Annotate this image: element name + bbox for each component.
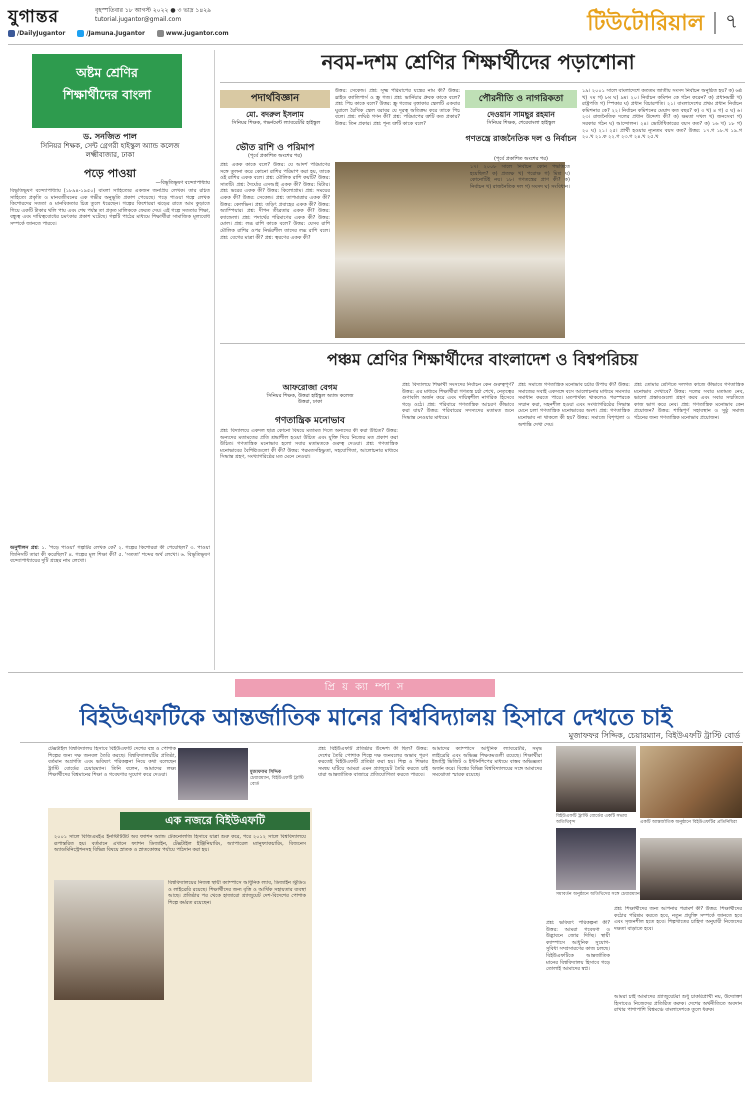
quiz-heading: অনুশীলন প্রশ্ন [10,545,38,551]
physics-tag [220,90,330,108]
facebook-link[interactable]: /DailyJugantor [8,30,65,37]
class5-author-place: উত্তরা, ঢাকা [297,399,323,405]
campus-building-photo [54,880,164,1000]
author-name: ড. সনজিত পাল [83,132,137,141]
email-link[interactable]: tutorial.jugantor@gmail.com [95,16,182,23]
physics-topic: ভৌত রাশি ও পরিমাপ [235,143,315,153]
facebook-icon [8,30,15,37]
twitter-link[interactable]: /Jamuna.Jugantor [77,30,145,37]
physics-body: প্রশ্ন: একক কাকে বলে? উত্তর: যে আদর্শ পরিমাণের সঙ্গে তুলনা করে কোনো রাশির পরিমাপ করা হয়, তাকে ওই রাশির একক বলে। প্রশ্ন: মৌলিক রাশি কয়টি? উত্তর: সাতটি। প্রশ্ন: দৈর্ঘ্যের এসআই একক কী? উত্তর: মিটার। প্রশ্ন: ভরের একক কী? উত্তর: কিলোগ্রাম। প্রশ্ন: সময়ের একক কী? উত্তর: সেকেন্ড। প্রশ্ন: তাপমাত্রার একক কী? উত্তর: কেলভিন। প্রশ্ন: তড়িৎ প্রবাহের একক কী? উত্তর: অ্যাম্পিয়ার। প্রশ্ন: দীপন তীব্রতার একক কী? উত্তর: ক্যান্ডেলা। প্রশ্ন: পদার্থের পরিমাণের একক কী? উত্তর: মোল। প্রশ্ন: লব্ধ রাশি কাকে বলে? উত্তর: যেসব রাশি মৌলিক রাশির ওপর নির্ভরশীল তাদের লব্ধ রাশি বলে। প্রশ্ন: বেগের মাত্রা কী? প্রশ্ন: ত্বরণের একক কী? [220,162,330,241]
caption-role: চেয়ারম্যান, বিইউএফটি ট্রাস্টি বোর্ড [250,776,304,787]
class5-topic: গণতান্ত্রিক মনোভাব [275,416,345,426]
header-rule [8,44,743,45]
section-divider [714,12,716,34]
event-caption-2: একটি আন্তর্জাতিক অনুষ্ঠানে বিইউএফটির প্রতিনিধিরা [640,820,737,825]
campus-intro: টেক্সটাইল বিশ্ববিদ্যালয় হিসাবে বিইউএফটি দেশের বস্ত্র ও পোশাক শিল্পের জন্য দক্ষ জনবল তৈরি করছে। বিশ্ববিদ্যালয়টির প্রতিষ্ঠা, বর্তমান অগ্রগতি এবং ভবিষ্যৎ পরিকল্পনা নিয়ে কথা বলেছেন ট্রাস্টি বোর্ডের চেয়ারম্যান। তিনি বলেন, আমাদের লক্ষ্য শিক্ষার্থীদের বিশ্বমানের শিক্ষা ও গবেষণার সুযোগ করে দেওয়া। [48,746,176,779]
caption-name: মুজাফফর সিদ্দিক [250,770,282,775]
class8-source-note: —বিভূতিভূষণ বন্দ্যোপাধ্যায় [155,180,210,186]
class8-title-box [32,54,182,128]
headline-rule [220,82,745,83]
quiz-body: ১. 'পড়ে পাওয়া' গল্পটির লেখক কে? ২. গল্পের কিশোররা কী পেয়েছিল? ৩. পাওয়া জিনিসটি তারা কী করেছিল? ৪. গল্পের মূল শিক্ষা কী? ৫. 'সততা' শব্দের অর্থ লেখো। ৬. বিভূতিভূষণ বন্দ্যোপাধ্যায়ের দুটি গ্রন্থের নাম লেখো। [10,545,210,565]
campus-banner: প্রি য় ক্যা ম্পা স [235,679,495,697]
event-photo-2 [640,746,742,818]
physics-author-role: সিনিয়র শিক্ষক, গভর্নমেন্ট ল্যাবরেটরি হাইস্কুল [231,120,321,126]
class8-lesson-title: পড়ে পাওয়া [84,167,136,180]
event-caption-1: বিইউএফটি ট্রাস্টি বোর্ডের একটি সভায় অতিথিবৃন্দ [556,814,627,825]
section-title: টিউটোরিয়াল [587,11,704,36]
civics-tag [465,90,577,108]
glance-body: ২০০১ সালে বিজিএমইএ ইনস্টিটিউট অব ফ্যাশন অ্যান্ড টেকনোলজি হিসাবে যাত্রা শুরু করে, পরে ২০১২ সালে বিশ্ববিদ্যালয়ে রূপান্তরিত হয়। বর্তমানে এখানে ফ্যাশন ডিজাইন, টেক্সটাইল ইঞ্জিনিয়ারিং, অ্যাপারেল ম্যানুফ্যাকচারিং, বিজনেস অ্যাডমিনিস্ট্রেশনসহ বিভিন্ন বিষয়ে স্নাতক ও স্নাতকোত্তর পর্যায়ে পাঠদান করা হয়। [54,834,306,854]
civics-tag-text: পৌরনীতি ও নাগরিকতা [478,94,564,104]
author-role: সিনিয়র শিক্ষক, সেন্ট গ্রেগরী হাইস্কুল অ্যান্ড কলেজ [40,142,180,150]
class5-body2: প্রশ্ন: বিদ্যালয়ে শিক্ষার্থী সংসদের নির্বাচন কেন গুরুত্বপূর্ণ? উত্তর: এর মাধ্যমে শিক্ষার্থীরা গণতন্ত্র চর্চা শেখে, নেতৃত্বের গুণাবলি অর্জন করে এবং দায়িত্বশীল নাগরিক হিসেবে গড়ে ওঠে। প্রশ্ন: পরিবারে গণতান্ত্রিক আচরণ কীভাবে করা যায়? উত্তর: পরিবারের সদস্যদের মতামত শুনে সিদ্ধান্ত নেওয়ার মাধ্যমে। [402,382,514,421]
civics-topic: গণতন্ত্রে রাজনৈতিক দল ও নির্বাচন [465,134,577,143]
glance-body2: বিশ্ববিদ্যালয়ের নিজস্ব স্থায়ী ক্যাম্পাসে আধুনিক ল্যাব, ডিজাইন স্টুডিও ও লাইব্রেরি রয়েছে। শিক্ষার্থীদের জন্য বৃত্তি ও আর্থিক সহায়তার ব্যবস্থা আছে। প্রতিষ্ঠার পর থেকে হাজারো গ্র্যাজুয়েট দেশ-বিদেশের পোশাক শিল্পে কর্মরত রয়েছেন। [168,880,306,906]
physics-note: (পূর্বে প্রকাশিত অংশের পর) [247,153,303,159]
chairman-caption [250,770,310,788]
class5-body3: প্রশ্ন: সমাজে গণতান্ত্রিক মনোভাব চর্চার উপায় কী? উত্তর: সমাজের সবাই একসঙ্গে বসে আলোচনার মাধ্যমে সমস্যার সমাধান করতে পারে। মতপার্থক্য থাকলেও পরস্পরকে সম্মান করা, সহনশীল হওয়া এবং সংখ্যাগরিষ্ঠের সিদ্ধান্ত মেনে চলা গণতান্ত্রিক মনোভাবের অংশ। প্রশ্ন: গণতান্ত্রিক মনোভাব না থাকলে কী হয়? উত্তর: সমাজে বিশৃঙ্খলা ও অশান্তি দেখা দেয়। [518,382,630,428]
section-header [490,4,748,34]
byline-rule [20,742,743,743]
campus-right-col: প্রশ্ন: শিক্ষার্থীদের জন্য আপনার পরামর্শ কী? উত্তর: শিক্ষার্থীদের কঠোর পরিশ্রম করতে হবে, নতুন প্রযুক্তি সম্পর্কে জানতে হবে এবং সৃজনশীল হতে হবে। শিল্পখাতের চাহিদা অনুযায়ী নিজেদের দক্ষতা বাড়াতে হবে। [614,906,742,932]
chairman-photo [178,748,248,800]
class5-author-role [225,393,395,405]
class8-title-line2: শিক্ষার্থীদের বাংলা [62,87,152,102]
twitter-icon [77,30,84,37]
campus-col3: আমাদের ক্যাম্পাসে আধুনিক ল্যাবরেটরি, সমৃদ্ধ লাইব্রেরি এবং অভিজ্ঞ শিক্ষকমণ্ডলী রয়েছে। শিক্ষার্থীরা ইন্ডাস্ট্রি ভিজিট ও ইন্টার্নশিপের মাধ্যমে বাস্তব অভিজ্ঞতা অর্জন করে। বিশ্বের বিভিন্ন বিশ্ববিদ্যালয়ের সঙ্গে আমাদের সমঝোতা স্মারক রয়েছে। [432,746,542,779]
civics-note: (পূর্বে প্রকাশিত অংশের পর) [493,156,549,162]
newspaper-logo: যুগান্তর [8,7,59,27]
social-links [8,28,258,40]
column-divider [214,50,215,670]
physics-tag-text: পদার্থবিজ্ঞান [250,93,300,104]
event-photo-4 [640,838,742,900]
campus-byline: মুজাফফর সিদ্দিক, চেয়ারম্যান, বিইউএফটি ট্রাস্টি বোর্ড [568,731,740,740]
page-number: ৭ [724,9,738,33]
class5-author-role-text: সিনিয়র শিক্ষক, উত্তরা হাইস্কুল অ্যান্ড কলেজ [266,393,354,399]
campus-headline: বিইউএফটিকে আন্তর্জাতিক মানের বিশ্ববিদ্যালয় হিসাবে দেখতে চাই [79,705,673,731]
class9-headline: নবম-দশম শ্রেণির শিক্ষার্থীদের পড়াশোনা [321,50,635,74]
civics-body: ১৭। ২০০৮ সালে নির্বাচন কোন পদ্ধতিতে হয়েছিল? ক) প্রত্যক্ষ খ) পরোক্ষ গ) মিশ্র ঘ) কোনোটিই নয়। ১৮। গণতন্ত্রের প্রাণ কী? ক) নির্বাচন খ) রাজনৈতিক দল গ) সংসদ ঘ) সংবিধান। [470,164,570,190]
campus-col2: প্রশ্ন: বিইউএফটি প্রতিষ্ঠার উদ্দেশ্য কী ছিল? উত্তর: দেশের তৈরি পোশাক শিল্পে দক্ষ জনবলের অভাব পূরণ করতেই বিইউএফটি প্রতিষ্ঠা করা হয়। শিল্প ও শিক্ষার সমন্বয় ঘটিয়ে আমরা এমন গ্র্যাজুয়েট তৈরি করতে চাই যারা আন্তর্জাতিক বাজারে প্রতিযোগিতা করতে পারবে। [318,746,428,779]
class8-author [10,132,210,160]
physics-body-cont: উত্তর: সেকেন্ড। প্রশ্ন: সূক্ষ্ম পরিমাপের যন্ত্রের নাম কী? উত্তর: স্লাইড ক্যালিপার্স ও স্ক্রু গজ। প্রশ্ন: ভার্নিয়ার ধ্রুবক কাকে বলে? প্রশ্ন: পিচ কাকে বলে? উত্তর: স্ক্রু গজের বৃত্তাকার স্কেলটি একবার ঘুরালে রৈখিক স্কেল বরাবর যে দূরত্ব অতিক্রম করে তাকে পিচ বলে। প্রশ্ন: লঘিষ্ঠ গণন কী? প্রশ্ন: পরিমাপের ত্রুটি কত প্রকার? উত্তর: তিন প্রকার। প্রশ্ন: শূন্য ত্রুটি কাকে বলে? [335,88,460,127]
civics-author-role: সিনিয়র শিক্ষক, শেরেবাংলা হাইস্কুল [486,120,556,126]
class5-headline: পঞ্চম শ্রেণির শিক্ষার্থীদের বাংলাদেশ ও বিশ্বপরিচয় [327,350,638,369]
globe-icon [157,30,164,37]
class5-author: আফরোজা বেগম [282,383,338,392]
dateline [95,6,211,24]
event-caption-3: সমাবর্তন অনুষ্ঠানে অতিথিদের সঙ্গে চেয়ারম্যান [556,892,640,897]
civics-mcq: ১৯। ২০০১ সালে বাংলাদেশে কততম জাতীয় সংসদ নির্বাচন অনুষ্ঠিত হয়? ক) ৬ষ্ঠ খ) ৭ম গ) ৮ম ঘ) ৯ম। ২০। নির্বাচন কমিশন কে গঠন করেন? ক) প্রধানমন্ত্রী খ) রাষ্ট্রপতি গ) স্পিকার ঘ) প্রধান বিচারপতি। ২১। বাংলাদেশের প্রথম প্রধান নির্বাচন কমিশনার কে? ২২। নির্বাচন কমিশনের মেয়াদ কত বছর? ক) ৩ খ) ৪ গ) ৫ ঘ) ৬। ২৩। রাজনৈতিক দলের প্রধান উদ্দেশ্য কী? ক) ক্ষমতা দখল খ) জনসেবা গ) সরকার গঠন ঘ) আন্দোলন। ২৪। ভোটাধিকারের বয়স কত? ক) ১৬ খ) ১৮ গ) ২০ ঘ) ২১। ২৫। প্রার্থী হওয়ার ন্যূনতম বয়স কত? উত্তর: ১৭.গ ১৮.খ ১৯.গ ২০.খ ২১.ক ২২.গ ২৩.গ ২৪.খ ২৫.খ [582,88,742,141]
class5-body: প্রশ্ন: বিদ্যালয়ে একদল ছাত্র কোনো বিষয়ে মতামত দিলে অন্যদের কী করা উচিত? উত্তর: অন্যদের মতামতের প্রতি শ্রদ্ধাশীল হওয়া উচিত এবং যুক্তি দিয়ে নিজের মত প্রকাশ করা উচিত। গণতান্ত্রিক মনোভাব হলো সবার মতামতকে গুরুত্ব দেওয়া। প্রশ্ন: গণতান্ত্রিক মনোভাবের বৈশিষ্ট্যগুলো কী কী? উত্তর: পরমতসহিষ্ণুতা, সহযোগিতা, আলোচনার মাধ্যমে সিদ্ধান্ত গ্রহণ, সংখ্যাগরিষ্ঠের মত মেনে নেওয়া। [220,428,398,461]
date-text: বৃহস্পতিবার ১৮ আগস্ট ২০২২ ● ৩ ভাদ্র ১৪২৯ [95,7,212,14]
website-link[interactable]: www.jugantor.com [157,30,229,37]
campus-col4: প্রশ্ন: ভবিষ্যৎ পরিকল্পনা কী? উত্তর: আমরা গবেষণা ও উদ্ভাবনে জোর দিচ্ছি। স্থায়ী ক্যাম্পাসে আধুনিক সুযোগ-সুবিধা সম্প্রসারণের কাজ চলছে। বিইউএফটিকে আন্তর্জাতিক মানের বিশ্ববিদ্যালয় হিসাবে গড়ে তোলাই আমাদের স্বপ্ন। [546,920,610,973]
campus-rule [8,672,743,673]
campus-right-col2: আমরা চাই আমাদের গ্র্যাজুয়েটরা শুধু চাকরিপ্রার্থী নয়, উদ্যোক্তা হিসাবেও নিজেদের প্রতিষ্ঠিত করুক। দেশের অর্থনীতিতে অবদান রাখার পাশাপাশি বিশ্বমঞ্চে বাংলাদেশকে তুলে ধরুক। [614,994,742,1014]
class8-body: বিভূতিভূষণ বন্দ্যোপাধ্যায় (১৮৯৪-১৯৫০) বাংলা সাহিত্যের একজন জনপ্রিয় লেখক। তার রচিত সাহিত্যে প্রকৃতি ও মানবজীবনের এক গভীর অনুভূতি প্রকাশ পেয়েছে। পড়ে পাওয়া গল্পে লেখক কিশোরদের সততা ও মানবিকতার চিত্র তুলে ধরেছেন। গল্পের কিশোররা ঝড়ের রাতে আম কুড়াতে গিয়ে একটি টাকার থলি পায় এবং শেষ পর্যন্ত তা প্রকৃত মালিককে ফেরত দেয়। এই গল্পে সততার শিক্ষা, বন্ধুত্ব এবং দায়িত্ববোধের চমৎকার প্রকাশ ঘটেছে। গল্পটি পাঠের মাধ্যমে শিক্ষার্থীরা সামাজিক মূল্যবোধ সম্পর্কে জানতে পারবে। [10,188,210,227]
physics-author: মো. বদরুল ইসলাম [246,110,304,119]
class5-body4: প্রশ্ন: তোমার শ্রেণিতে দলগত কাজে কীভাবে গণতান্ত্রিক মনোভাব দেখাবে? উত্তর: দলের সবার মতামত নেব, ভালো প্রস্তাবগুলো গ্রহণ করব এবং সবার সম্মতিতে কাজ ভাগ করে নেব। প্রশ্ন: গণতান্ত্রিক মনোভাব কেন প্রয়োজন? উত্তর: শান্তিপূর্ণ সহাবস্থান ও সুষ্ঠু সমাজ গঠনের জন্য গণতান্ত্রিক মনোভাব প্রয়োজন। [634,382,744,421]
civics-author: দেওয়ান সামছুর রহমান [487,110,555,119]
author-place: লক্ষ্মীবাজার, ঢাকা [85,151,135,159]
glance-title: এক নজরে বিইউএফটি [120,812,310,830]
event-photo-3 [556,828,636,890]
event-photo-1 [556,746,636,812]
section-rule [220,343,745,344]
class8-title-line1: অষ্টম শ্রেণির [76,65,138,80]
class8-quiz: অনুশীলন প্রশ্ন: ১. 'পড়ে পাওয়া' গল্পটির লেখক কে? ২. গল্পের কিশোররা কী পেয়েছিল? ৩. পাওয়া জিনিসটি তারা কী করেছিল? ৪. গল্পের মূল শিক্ষা কী? ৫. 'সততা' শব্দের অর্থ লেখো। ৬. বিভূতিভূষণ বন্দ্যোপাধ্যায়ের দুটি গ্রন্থের নাম লেখো। [10,545,210,565]
